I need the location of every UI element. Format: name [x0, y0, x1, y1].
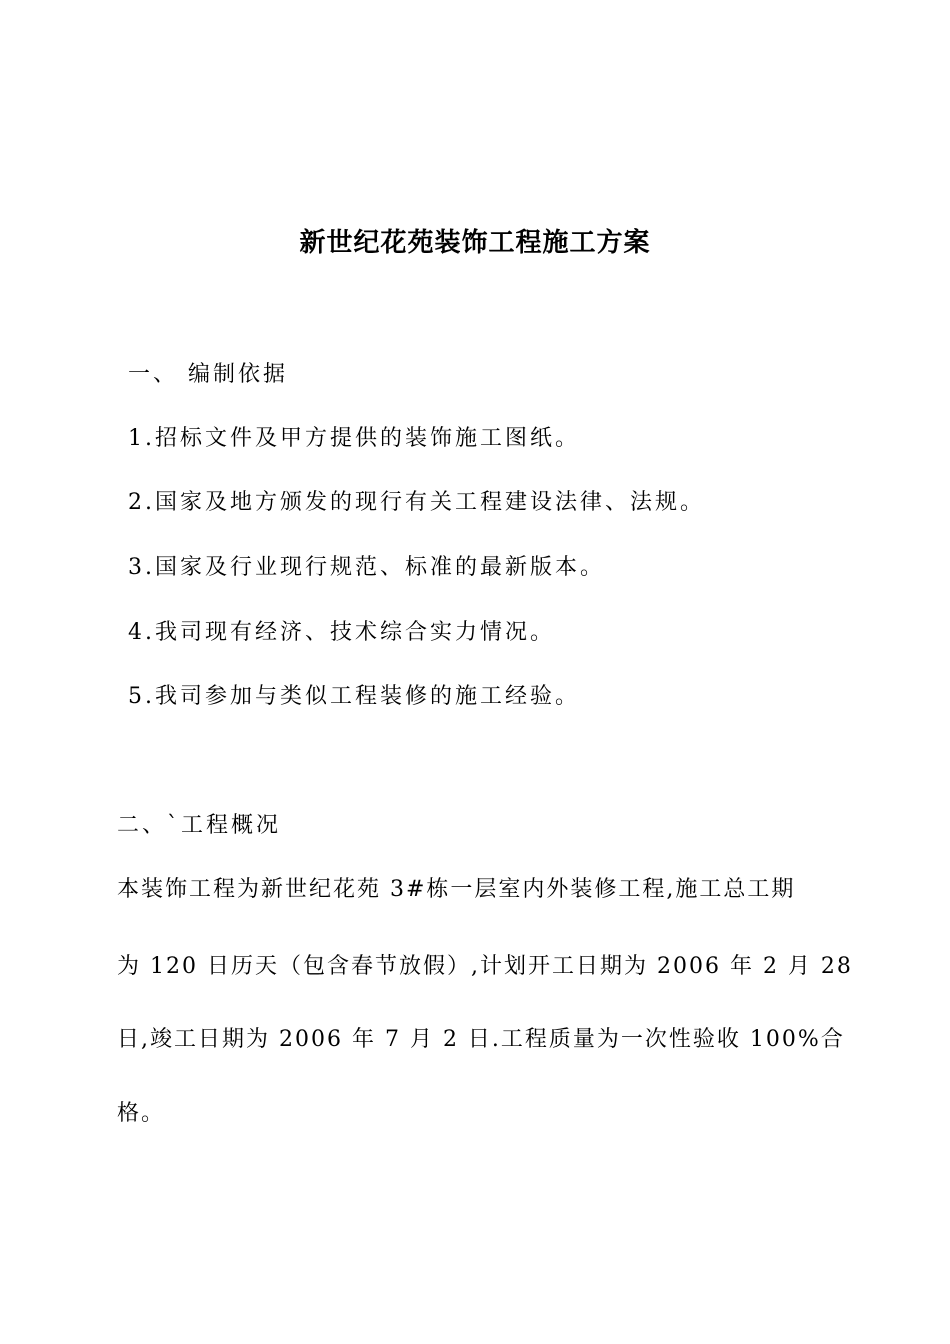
overview-line-1: 本装饰工程为新世纪花苑 3#栋一层室内外装修工程,施工总工期 [117, 877, 796, 902]
basis-item-4: 4.我司现有经济、技术综合实力情况。 [128, 620, 555, 645]
basis-item-5: 5.我司参加与类似工程装修的施工经验。 [128, 684, 580, 709]
section-heading-basis: 一、 编制依据 [128, 362, 288, 387]
document-title: 新世纪花苑装饰工程施工方案 [299, 228, 651, 258]
section-heading-overview: 二、`工程概况 [117, 813, 282, 838]
overview-line-2: 为 120 日历天（包含春节放假）,计划开工日期为 2006 年 2 月 28 [117, 954, 853, 979]
basis-item-1: 1.招标文件及甲方提供的装饰施工图纸。 [128, 426, 580, 451]
overview-line-3: 日,竣工日期为 2006 年 7 月 2 日.工程质量为一次性验收 100%合 [117, 1027, 845, 1052]
overview-line-4: 格。 [117, 1101, 166, 1126]
basis-item-3: 3.国家及行业现行规范、标准的最新版本。 [128, 555, 605, 580]
basis-item-2: 2.国家及地方颁发的现行有关工程建设法律、法规。 [128, 490, 705, 515]
